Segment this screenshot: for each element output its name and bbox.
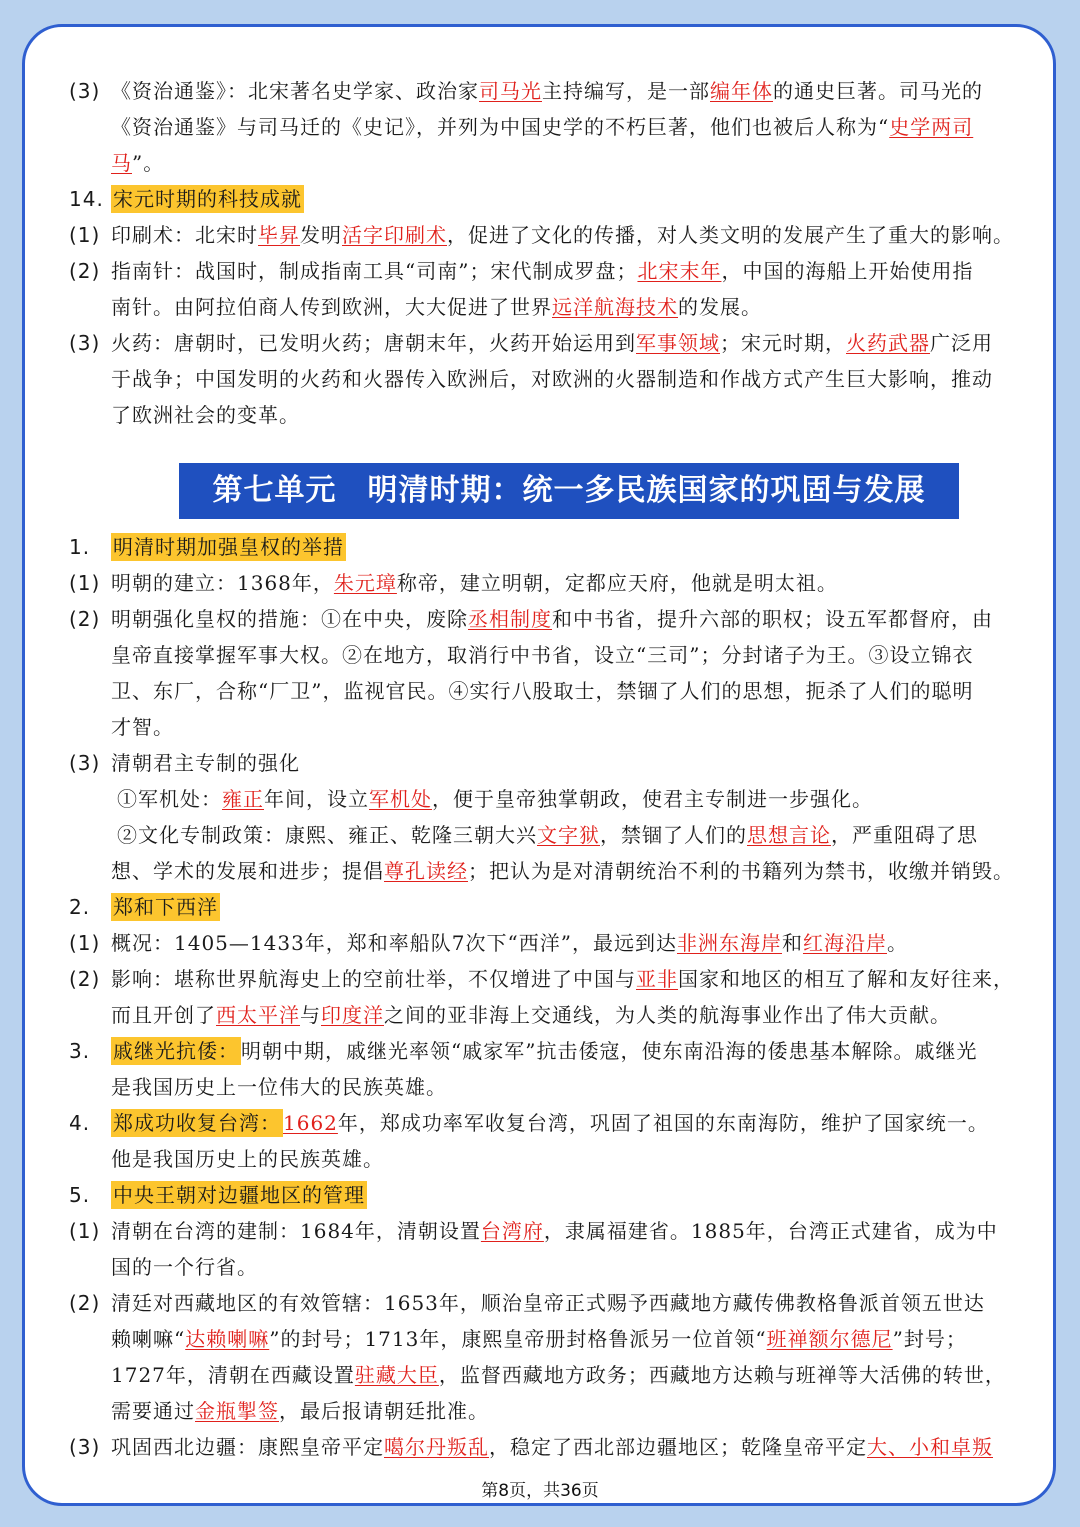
body-text: 年，郑成功率军收复台湾，巩固了祖国的东南海防，维护了国家统一。 <box>337 1111 989 1135</box>
key-term: 马 <box>111 151 132 175</box>
body-text: ，稳定了西北部边疆地区；乾隆皇帝平定 <box>489 1435 867 1459</box>
key-term: 西太平洋 <box>216 1003 300 1027</box>
body-text: 他是我国历史上的民族英雄。 <box>111 1147 384 1171</box>
item-number: 5. <box>69 1183 91 1207</box>
key-term: 军事领域 <box>636 331 720 355</box>
item-number: (2) <box>69 967 101 991</box>
key-term: 雍正 <box>222 787 264 811</box>
body-text: 广泛用 <box>930 331 993 355</box>
text-line <box>69 289 1019 325</box>
text-line <box>69 1357 1019 1393</box>
section-heading: 宋元时期的科技成就 <box>113 187 302 211</box>
section-heading: 郑成功收复台湾： <box>113 1111 281 1135</box>
body-text: 国家和地区的相互了解和友好往来， <box>678 967 1014 991</box>
text-line <box>69 1069 1019 1105</box>
body-text: 和中书省，提升六部的职权；设五军都督府，由 <box>552 607 993 631</box>
text-line <box>69 565 1019 601</box>
body-text: 年间，设立 <box>264 787 369 811</box>
body-text: 想、学术的发展和进步；提倡 <box>111 859 384 883</box>
text-line <box>69 1285 1019 1321</box>
key-term: 达赖喇嘛 <box>185 1327 270 1351</box>
page-card <box>22 24 1056 1506</box>
text-line <box>69 73 1019 109</box>
body-text: ，禁锢了人们的 <box>600 823 747 847</box>
body-text: 而且开创了 <box>111 1003 216 1027</box>
section-heading: 郑和下西洋 <box>113 895 218 919</box>
body-text: 才智。 <box>111 715 174 739</box>
body-text: 之间的亚非海上交通线，为人类的航海事业作出了伟大贡献。 <box>384 1003 951 1027</box>
text-line <box>69 1033 1019 1069</box>
text-line <box>69 673 1019 709</box>
item-number: (3) <box>69 79 101 103</box>
body-text: 巩固西北边疆：康熙皇帝平定 <box>111 1435 384 1459</box>
text-line <box>69 397 1019 433</box>
body-text: 火药：唐朝时，已发明火药；唐朝末年，火药开始运用到 <box>111 331 636 355</box>
section-heading: 戚继光抗倭： <box>113 1039 239 1063</box>
item-number: (1) <box>69 1219 101 1243</box>
body-text: 卫、东厂，合称“厂卫”，监视官民。④实行八股取士，禁锢了人们的思想，扼杀了人们的聪明 <box>111 679 974 703</box>
text-line <box>69 1105 1019 1141</box>
key-term: 金瓶掣签 <box>195 1399 279 1423</box>
key-term: 北宋末年 <box>637 259 722 283</box>
body-text: ”封号； <box>892 1327 967 1351</box>
body-text: ，严重阻碍了思 <box>831 823 978 847</box>
body-text: ，便于皇帝独掌朝政，使君主专制进一步强化。 <box>432 787 873 811</box>
body-text: ，中国的海船上开始使用指 <box>721 259 974 283</box>
body-text: 清朝在台湾的建制：1684年，清朝设置 <box>111 1219 481 1243</box>
item-number: (1) <box>69 223 101 247</box>
key-term: 噶尔丹叛乱 <box>384 1435 489 1459</box>
body-text: 主持编写，是一部 <box>542 79 710 103</box>
item-number: 2. <box>69 895 91 919</box>
body-text: 的通史巨著。司马光的 <box>773 79 983 103</box>
unit-title: 第七单元 明清时期：统一多民族国家的巩固与发展 <box>179 463 959 519</box>
text-line <box>69 253 1019 289</box>
key-term: 军机处 <box>369 787 432 811</box>
body-text: 清廷对西藏地区的有效管辖：1653年，顺治皇帝正式赐予西藏地方藏传佛教格鲁派首领五世达 <box>111 1291 985 1315</box>
body-text: 发明 <box>300 223 342 247</box>
body-text: ，最后报请朝廷批准。 <box>279 1399 489 1423</box>
body-text: 影响：堪称世界航海史上的空前壮举，不仅增进了中国与 <box>111 967 636 991</box>
key-term: 司马光 <box>479 79 542 103</box>
document-body <box>69 73 1019 1465</box>
body-text: 称帝，建立明朝，定都应天府，他就是明太祖。 <box>396 571 838 595</box>
item-number: (1) <box>69 571 101 595</box>
key-term: 毕昇 <box>258 223 300 247</box>
body-text: ”。 <box>132 151 165 175</box>
key-term: 文字狱 <box>537 823 600 847</box>
text-line <box>69 925 1019 961</box>
item-number: (2) <box>69 259 101 283</box>
text-line <box>69 745 1019 781</box>
text-line <box>69 325 1019 361</box>
body-text: 南针。由阿拉伯商人传到欧洲，大大促进了世界 <box>111 295 552 319</box>
text-line <box>69 637 1019 673</box>
item-number: 3. <box>69 1039 91 1063</box>
body-text: 和 <box>781 931 803 955</box>
text-line <box>69 1321 1019 1357</box>
key-term: 红海沿岸 <box>802 931 887 955</box>
body-text: 1727年，清朝在西藏设置 <box>111 1363 355 1387</box>
section-heading: 中央王朝对边疆地区的管理 <box>113 1183 365 1207</box>
text-line <box>69 889 1019 925</box>
section-heading: 明清时期加强皇权的举措 <box>113 535 344 559</box>
body-text: ，促进了文化的传播，对人类文明的发展产生了重大的影响。 <box>447 223 1014 247</box>
item-number: 1. <box>69 535 91 559</box>
key-term: 班禅额尔德尼 <box>766 1327 893 1351</box>
text-line <box>69 853 1019 889</box>
key-term: 尊孔读经 <box>384 859 468 883</box>
text-line <box>69 781 1019 817</box>
body-text: ，隶属福建省。1885年，台湾正式建省，成为中 <box>543 1219 998 1243</box>
body-text: ②文化专制政策：康熙、雍正、乾隆三朝大兴 <box>117 823 537 847</box>
body-text: 概况：1405—1433年，郑和率船队7次下“西洋”，最远到达 <box>111 931 677 955</box>
text-line <box>69 709 1019 745</box>
text-line <box>69 1249 1019 1285</box>
body-text: 于战争；中国发明的火药和火器传入欧洲后，对欧洲的火器制造和作战方式产生巨大影响，推动 <box>111 367 993 391</box>
item-number: 4. <box>69 1111 91 1135</box>
item-number: 14. <box>69 187 104 211</box>
body-text: 清朝君主专制的强化 <box>111 751 300 775</box>
body-text: ；把认为是对清朝统治不利的书籍列为禁书，收缴并销毁。 <box>468 859 1014 883</box>
body-text: 明朝的建立：1368年， <box>111 571 334 595</box>
text-line <box>69 145 1019 181</box>
body-text: 《资治通鉴》与司马迁的《史记》，并列为中国史学的不朽巨著，他们也被后人称为“ <box>111 115 890 139</box>
text-line <box>69 1141 1019 1177</box>
body-text: ①军机处： <box>117 787 222 811</box>
text-line <box>69 217 1019 253</box>
key-term: 丞相制度 <box>468 607 552 631</box>
key-term: 驻藏大臣 <box>354 1363 439 1387</box>
body-text: 。 <box>886 931 908 955</box>
text-line <box>69 361 1019 397</box>
body-text: 需要通过 <box>111 1399 195 1423</box>
body-text: 赖喇嘛“ <box>111 1327 186 1351</box>
text-line <box>69 1213 1019 1249</box>
body-text: 皇帝直接掌握军事大权。②在地方，取消行中书省，设立“三司”；分封诸子为王。③设立锦衣 <box>111 643 974 667</box>
body-text: 了欧洲社会的变革。 <box>111 403 300 427</box>
text-line <box>69 1429 1019 1465</box>
item-number: (1) <box>69 931 101 955</box>
item-number: (3) <box>69 751 101 775</box>
key-term: 非洲东海岸 <box>676 931 782 955</box>
item-number: (2) <box>69 607 101 631</box>
body-text: 是我国历史上一位伟大的民族英雄。 <box>111 1075 447 1099</box>
item-number: (2) <box>69 1291 101 1315</box>
body-text: 的发展。 <box>678 295 762 319</box>
text-line <box>69 181 1019 217</box>
body-text: 与 <box>300 1003 321 1027</box>
key-term: 朱元璋 <box>333 571 397 595</box>
page-number: 第8页，共36页 <box>481 1481 599 1501</box>
key-term: 火药武器 <box>846 331 930 355</box>
body-text: ，监督西藏地方政务；西藏地方达赖与班禅等大活佛的转世， <box>438 1363 1006 1387</box>
key-term: 印度洋 <box>321 1003 384 1027</box>
text-line <box>69 1393 1019 1429</box>
item-number: (3) <box>69 331 101 355</box>
key-term: 大、小和卓叛 <box>867 1435 993 1459</box>
key-term: 编年体 <box>710 79 773 103</box>
item-number: (3) <box>69 1435 101 1459</box>
body-text: 《资治通鉴》：北宋著名史学家、政治家 <box>111 79 479 103</box>
key-term: 活字印刷术 <box>342 223 447 247</box>
text-line <box>69 997 1019 1033</box>
text-line <box>69 601 1019 637</box>
text-line <box>69 817 1019 853</box>
text-line <box>69 1177 1019 1213</box>
body-text: 印刷术：北宋时 <box>111 223 258 247</box>
body-text: 指南针：战国时，制成指南工具“司南”；宋代制成罗盘； <box>111 259 638 283</box>
body-text: ”的封号；1713年，康熙皇帝册封格鲁派另一位首领“ <box>269 1327 767 1351</box>
key-term: 史学两司 <box>889 115 974 139</box>
key-term: 思想言论 <box>747 823 831 847</box>
body-text: 明朝强化皇权的措施：①在中央，废除 <box>111 607 468 631</box>
key-term: 远洋航海技术 <box>552 295 678 319</box>
key-term: 1662 <box>283 1111 338 1135</box>
key-term: 台湾府 <box>480 1219 544 1243</box>
body-text: 明朝中期，戚继光率领“戚家军”抗击倭寇，使东南沿海的倭患基本解除。戚继光 <box>241 1039 978 1063</box>
text-line <box>69 529 1019 565</box>
key-term: 亚非 <box>636 967 678 991</box>
text-line <box>69 961 1019 997</box>
text-line <box>69 109 1019 145</box>
body-text: ；宋元时期， <box>720 331 846 355</box>
body-text: 国的一个行省。 <box>111 1255 258 1279</box>
